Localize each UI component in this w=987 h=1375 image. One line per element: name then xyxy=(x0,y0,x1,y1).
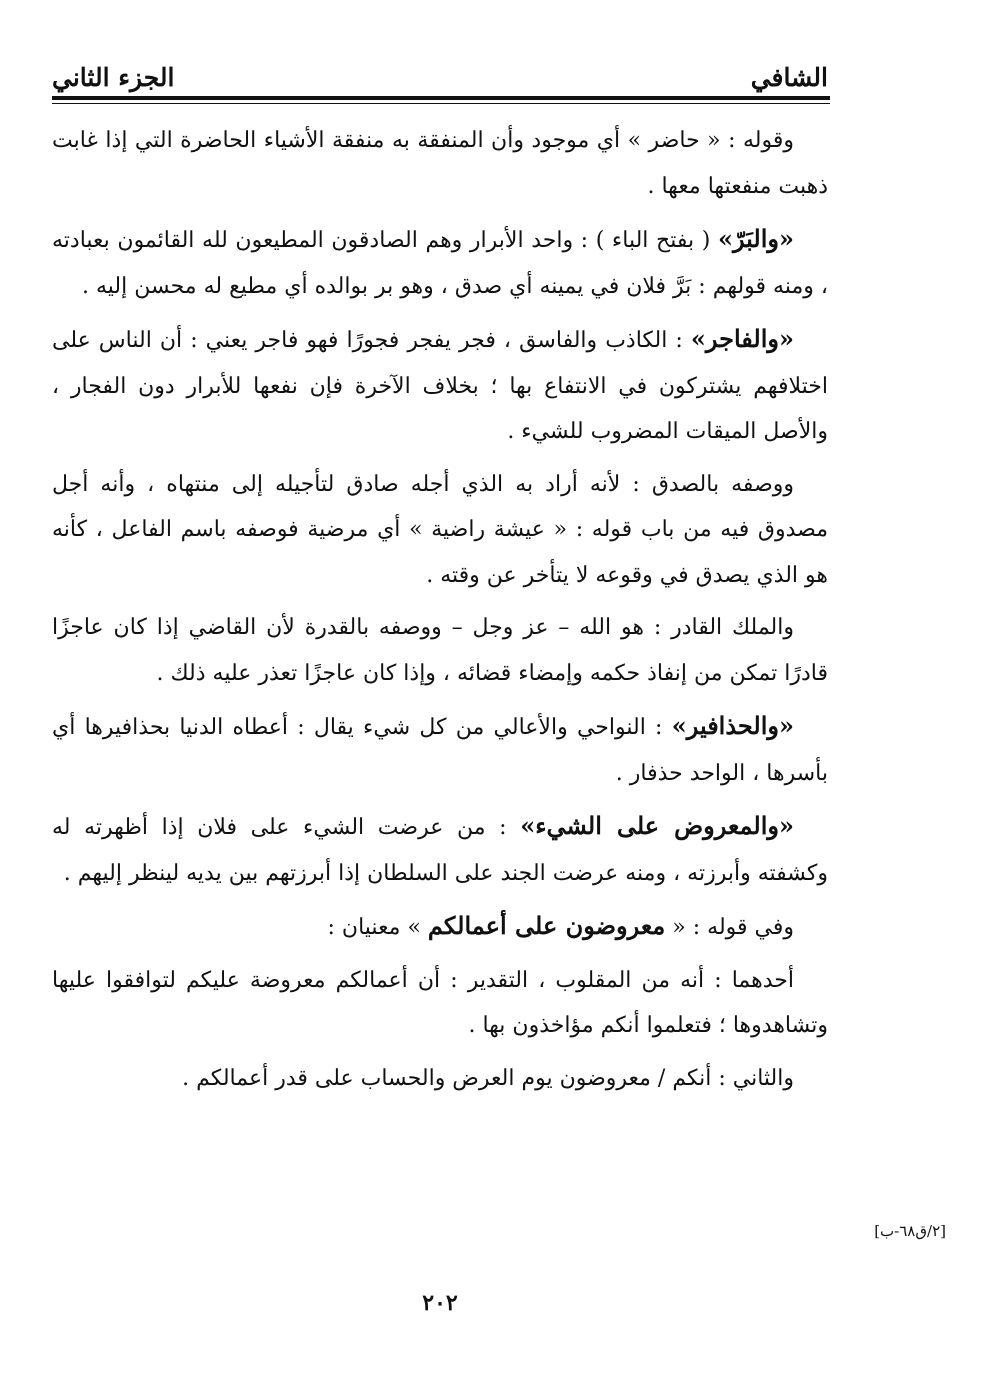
paragraph-almarud-text: : من عرضت الشيء على فلان إذا أظهرته له وكشفته وأبرزته ، ومنه عرضت الجند على السلطان إذا أبرزتهم بين يديه لينظر إليهم . xyxy=(52,815,828,886)
paragraph-alhadhafir-text: : النواحي والأعالي من كل شيء يقال : أعطاه الدنيا بحذافيرها أي بأسرها ، الواحد حذفار . xyxy=(52,715,828,786)
paragraph-maniyan-post: » معنيان : xyxy=(327,915,428,940)
paragraph-maniyan-pre: وفي قوله : « xyxy=(665,915,794,940)
header-volume-label: الجزء الثاني xyxy=(52,63,175,92)
term-alfajir: «والفاجر» xyxy=(690,324,794,353)
paragraph-ahaduhuma: أحدهما : أنه من المقلوب ، التقدير : أن أعمالكم معروضة عليكم لتوافقوا عليها وتشاهدوها ؛ فتعلموا أنكم مؤاخذون بها . xyxy=(52,967,828,1038)
paragraph-hader: وقوله : « حاضر » أي موجود وأن المنفقة به منفقة الأشياء الحاضرة التي إذا غابت ذهبت منفعتها معها . xyxy=(52,128,828,199)
header-rule-thin xyxy=(52,103,830,104)
paragraph-albarr-text: ( بفتح الباء ) : واحد الأبرار وهم الصادقون المطيعون لله القائمون بعبادته ، ومنه قولهم : بَرَّ فلان في يمينه أي صدق ، وهو بر بوالده أي مطيع له محسن إليه . xyxy=(52,228,828,299)
paragraph-maniyan xyxy=(52,903,828,951)
paragraph-almalik: والملك القادر : هو الله – عز وجل – ووصفه بالقدرة لأن القاضي إذا كان عاجزًا قادرًا تمكن من إنفاذ حكمه وإمضاء قضائه ، وإذا كان عاجزًا تعذر عليه ذلك . xyxy=(52,615,828,686)
term-almarud: «والمعروض على الشيء» xyxy=(520,811,794,840)
manuscript-folio-note: [٢/ق٦٨-ب] xyxy=(874,1222,946,1240)
paragraph-alhadhafir xyxy=(52,703,828,796)
header-rule-thick xyxy=(52,96,830,100)
header-book-title: الشافي xyxy=(750,63,828,92)
paragraph-alsidq: ووصفه بالصدق : لأنه أراد به الذي أجله صادق لتأجيله إلى منتهاه ، وأنه أجل مصدوق فيه من باب قوله : « عيشة راضية » أي مرضية فوصفه باسم الفاعل ، كأنه هو الذي يصدق في وقوعه لا يتأخر عن وقته . xyxy=(52,471,828,588)
page-number: ٢٠٢ xyxy=(422,1290,458,1316)
paragraph-albarr xyxy=(52,216,828,309)
term-alhadhafir: «والحذافير» xyxy=(671,711,794,740)
term-maruduna: معروضون على أعمالكم xyxy=(427,911,666,940)
page-body xyxy=(52,118,828,1108)
term-albarr: «والبَرّ» xyxy=(717,224,794,253)
page-header xyxy=(52,50,828,92)
paragraph-alfajir-text: : الكاذب والفاسق ، فجر يفجر فجورًا فهو فاجر يعني : أن الناس على اختلافهم يشتركون في الانتفاع بها ؛ بخلاف الآخرة فإن نفعها للأبرار دون الفجار ، والأصل الميقات المضروب للشيء . xyxy=(52,328,828,444)
paragraph-almarud xyxy=(52,803,828,896)
paragraph-althani: والثاني : أنكم / معروضون يوم العرض والحساب على قدر أعمالكم . xyxy=(182,1065,794,1091)
paragraph-alfajir xyxy=(52,316,828,455)
